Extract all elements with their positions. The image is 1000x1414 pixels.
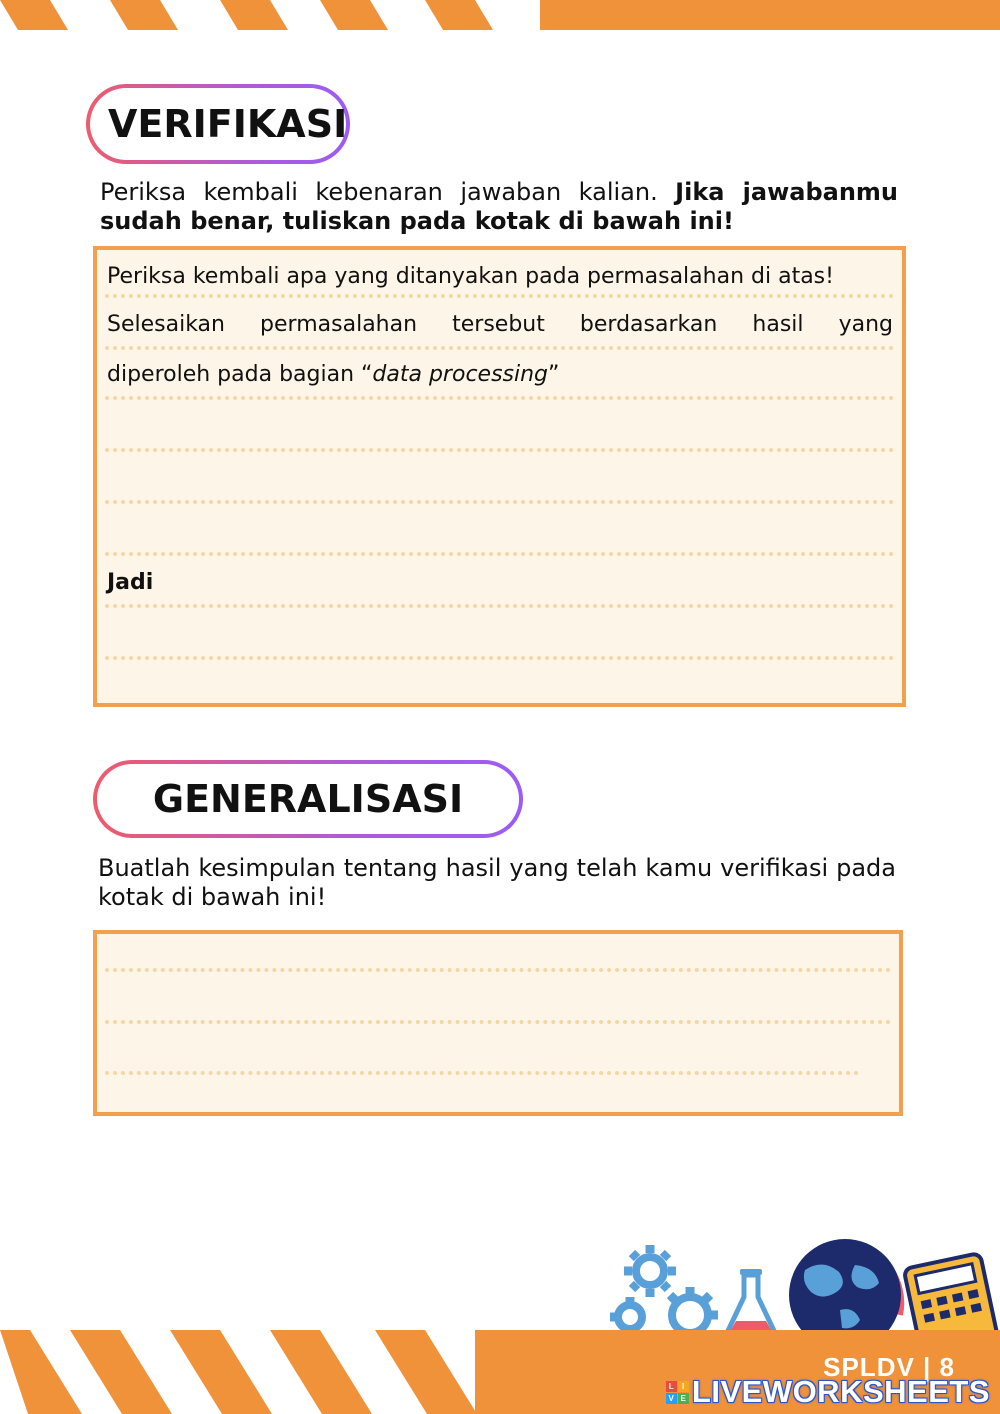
dotted-line — [105, 396, 894, 400]
generalisasi-answer-box[interactable] — [93, 930, 903, 1116]
verifikasi-answer-box[interactable] — [93, 246, 906, 707]
liveworksheets-logo-icon — [666, 1381, 689, 1404]
data-processing-term: data processing — [372, 362, 549, 387]
dotted-line — [105, 1071, 859, 1075]
verifikasi-prompt-line3 — [107, 362, 559, 387]
globe-icon — [789, 1239, 901, 1335]
dotted-line — [105, 294, 894, 298]
verifikasi-instruction — [100, 178, 898, 236]
liveworksheets-watermark — [666, 1374, 990, 1410]
dotted-line — [105, 552, 894, 556]
logo-letter: I — [678, 1381, 689, 1392]
verifikasi-prompt-line3-suffix: ” — [548, 362, 560, 387]
dotted-line — [105, 500, 894, 504]
flask-icon — [726, 1269, 776, 1335]
science-illustration — [600, 1235, 1000, 1335]
dotted-line — [105, 656, 894, 660]
page-label: SPLDV | 8 — [823, 1352, 955, 1382]
dotted-line — [105, 968, 891, 972]
gear-icon — [610, 1245, 718, 1333]
verifikasi-heading-pill — [86, 84, 350, 164]
dotted-line — [105, 604, 894, 608]
watermark-text: LIVEWORKSHEETS — [691, 1374, 990, 1409]
generalisasi-instruction: Buatlah kesimpulan tentang hasil yang telah kamu verifikasi pada kotak di bawah ini! — [98, 854, 896, 911]
dotted-line — [105, 346, 894, 350]
verifikasi-instruction-text: Periksa kembali kebenaran jawaban kalian. — [100, 178, 676, 206]
verifikasi-instruction-emphasis: Jika jawabanmu sudah benar, tuliskan pada kotak di bawah ini! — [100, 178, 899, 235]
logo-letter: V — [666, 1393, 677, 1404]
verifikasi-heading: VERIFIKASI — [90, 88, 346, 160]
generalisasi-heading: GENERALISASI — [97, 764, 519, 834]
calculator-icon — [904, 1253, 999, 1335]
verifikasi-prompt-line2: Selesaikan permasalahan tersebut berdasarkan hasil yang — [107, 312, 893, 337]
verifikasi-prompt-line1: Periksa kembali apa yang ditanyakan pada permasalahan di atas! — [107, 264, 834, 289]
logo-letter: L — [666, 1381, 677, 1392]
conclusion-label: Jadi — [107, 570, 154, 595]
top-stripe-decoration — [0, 0, 1000, 30]
generalisasi-heading-pill — [93, 760, 523, 838]
logo-letter: E — [678, 1393, 689, 1404]
dotted-line — [105, 448, 894, 452]
dotted-line — [105, 1020, 891, 1024]
verifikasi-prompt-line3-prefix: diperoleh pada bagian “ — [107, 362, 373, 387]
